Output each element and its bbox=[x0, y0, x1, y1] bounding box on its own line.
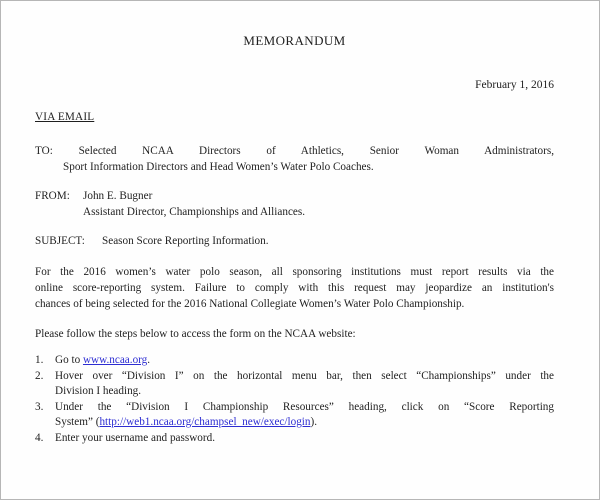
step1-pre-text: Go to bbox=[55, 354, 83, 366]
to-label: TO: bbox=[35, 145, 53, 157]
step3-line2-post: ). bbox=[310, 416, 318, 428]
to-recipients-line2: Sport Information Directors and Head Women’s Water Polo Coaches. bbox=[63, 161, 374, 173]
list-item bbox=[35, 369, 554, 400]
from-name: John E. Bugner bbox=[83, 190, 153, 202]
memo-date: February 1, 2016 bbox=[475, 79, 554, 91]
step3-line2 bbox=[55, 415, 554, 431]
step2-line1: Hover over “Division I” on the horizontal menu bar, then select “Championships” under the bbox=[55, 369, 554, 382]
step-number: 4. bbox=[35, 431, 44, 444]
subject-line bbox=[35, 233, 554, 249]
from-line1 bbox=[35, 188, 554, 204]
body-paragraph-1 bbox=[35, 264, 554, 312]
step2-line2: Division I heading. bbox=[55, 385, 142, 397]
via-email-label: VIA EMAIL bbox=[35, 111, 95, 123]
step-number: 1. bbox=[35, 354, 44, 366]
paragraph1-line3: chances of being selected for the 2016 National Collegiate Women’s Water Polo Championship. bbox=[35, 298, 465, 310]
step3-text bbox=[55, 400, 554, 431]
list-item bbox=[35, 353, 554, 369]
step-number: 2. bbox=[35, 369, 44, 382]
step3-line1: Under the “Division I Championship Resources” heading, click on “Score Reporting bbox=[55, 400, 554, 413]
to-line1 bbox=[35, 143, 554, 159]
memo-title: MEMORANDUM bbox=[243, 33, 346, 48]
from-title-line: Assistant Director, Championships and Alliances. bbox=[83, 206, 306, 218]
ncaa-home-link[interactable]: www.ncaa.org bbox=[82, 354, 148, 366]
to-block bbox=[35, 143, 554, 175]
subject-label: SUBJECT: bbox=[35, 235, 85, 247]
list-item bbox=[35, 431, 554, 447]
score-reporting-link[interactable]: http://web1.ncaa.org/champsel_new/exec/login bbox=[99, 416, 311, 428]
paragraph1-line1: For the 2016 women’s water polo season, all sponsoring institutions must report results via the bbox=[35, 266, 554, 278]
paragraph1-line2: online score-reporting system. Failure to comply with this request may jeopardize an institution's bbox=[35, 282, 554, 294]
step3-line2-pre: System” ( bbox=[55, 416, 100, 428]
step-number: 3. bbox=[35, 400, 44, 413]
step2-text bbox=[55, 369, 554, 400]
step4-text: Enter your username and password. bbox=[55, 431, 215, 444]
from-block bbox=[35, 188, 554, 220]
subject-text: Season Score Reporting Information. bbox=[102, 235, 269, 247]
body-paragraph-2: Please follow the steps below to access the form on the NCAA website: bbox=[35, 328, 356, 340]
list-item bbox=[35, 400, 554, 431]
step1-post-text: . bbox=[147, 354, 151, 366]
steps-list bbox=[35, 353, 554, 446]
to-recipients-line1: Selected NCAA Directors of Athletics, Senior Woman Administrators, bbox=[78, 145, 554, 157]
step1-text bbox=[55, 353, 554, 369]
from-label: FROM: bbox=[35, 190, 70, 202]
